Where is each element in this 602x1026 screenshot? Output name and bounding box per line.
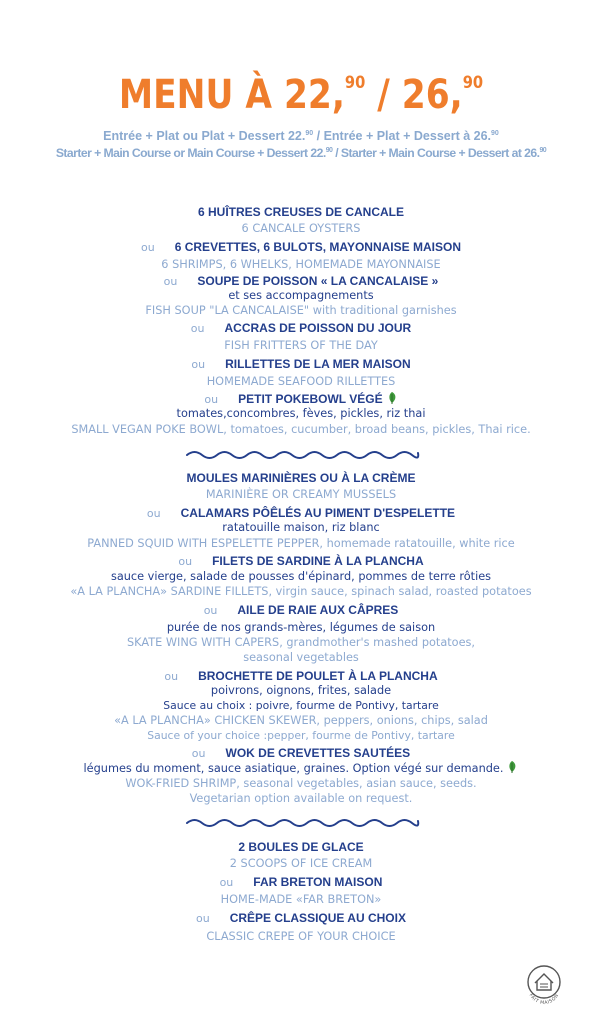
dish-squid: ou CALAMARS PÔÊLÉS AU PIMENT D'ESPELETTE xyxy=(146,506,456,520)
dish-sardine-en: «A LA PLANCHA» SARDINE FILLETS, virgin sauce, spinach salad, roasted potatoes xyxy=(70,585,532,598)
dish-rillettes: ou RILLETTES DE LA MER MAISON xyxy=(191,357,411,371)
or-label: ou xyxy=(164,670,179,683)
dish-poke-fr: tomates,concombres, fèves, pickles, riz thai xyxy=(176,407,426,420)
dish-chicken: ou BROCHETTE DE POULET À LA PLANCHA xyxy=(164,669,438,683)
dish-mussels-en: MARINIÈRE OR CREAMY MUSSELS xyxy=(205,488,397,501)
wave-divider xyxy=(185,816,420,830)
or-label: ou xyxy=(141,241,155,254)
dish-crepe-en: CLASSIC CREPE OF YOUR CHOICE xyxy=(206,930,396,943)
dish-wok-fr: légumes du moment, sauce asiatique, graines. Option végé sur demande. xyxy=(0,760,602,777)
dish-accras-en: FISH FRITTERS OF THE DAY xyxy=(224,339,378,352)
dish-chicken-fr: poivrons, oignons, frites, salade xyxy=(210,684,392,697)
dish-wok-en: WOK-FRIED SHRIMP, seasonal vegetables, asian sauce, seeds. xyxy=(125,777,477,790)
dish-sardine-fr: sauce vierge, salade de pousses d'épinard, pommes de terre rôties xyxy=(110,570,492,583)
svg-text:FAIT MAISON: FAIT MAISON xyxy=(527,993,561,1006)
dish-squid-fr: ratatouille maison, riz blanc xyxy=(222,521,380,534)
dish-soup: ou SOUPE DE POISSON « LA CANCALAISE » xyxy=(163,274,439,288)
or-label: ou xyxy=(191,747,206,760)
dish-oysters-en: 6 CANCALE OYSTERS xyxy=(241,222,361,235)
dish-wok-en-2: Vegetarian option available on request. xyxy=(189,792,413,805)
formula-en: Starter + Main Course or Main Course + Dessert 22.90 / Starter + Main Course + Dessert at 26.90 xyxy=(55,146,547,160)
menu-title: MENU À 22,90 / 26,90 xyxy=(118,72,484,118)
leaf-icon xyxy=(506,760,518,774)
or-label: ou xyxy=(219,876,234,889)
dish-shrimps: ou 6 CREVETTES, 6 BULOTS, MAYONNAISE MAISON xyxy=(141,240,461,254)
dish-skate: ou AILE DE RAIE AUX CÂPRES xyxy=(203,603,399,617)
dish-chicken-sauce-en: Sauce of your choice :pepper, fourme de Pontivy, tartare xyxy=(147,729,455,742)
dish-oysters: 6 HUÎTRES CREUSES DE CANCALE xyxy=(197,205,405,219)
or-label: ou xyxy=(190,322,205,335)
formula-fr: Entrée + Plat ou Plat + Dessert 22.90 / Entrée + Plat + Dessert à 26.90 xyxy=(103,129,499,143)
dish-chicken-sauce: Sauce au choix : poivre, fourme de Pontivy, tartare xyxy=(163,699,439,712)
or-label: ou xyxy=(196,912,210,925)
dish-wok: ou WOK DE CREVETTES SAUTÉES xyxy=(191,746,411,760)
or-label: ou xyxy=(178,555,193,568)
dish-mussels: MOULES MARINIÈRES OU À LA CRÈME xyxy=(186,471,416,485)
or-label: ou xyxy=(204,393,219,406)
dish-sardine: ou FILETS DE SARDINE À LA PLANCHA xyxy=(178,554,424,568)
dish-skate-en: SKATE WING WITH CAPERS, grandmother's mashed potatoes, xyxy=(126,636,476,649)
dish-ice-cream-en: 2 SCOOPS OF ICE CREAM xyxy=(229,857,373,870)
dish-soup-en: FISH SOUP "LA CANCALAISE" with traditional garnishes xyxy=(145,304,457,317)
dish-squid-en: PANNED SQUID WITH ESPELETTE PEPPER, homemade ratatouille, white rice xyxy=(87,537,515,550)
dish-shrimps-en: 6 SHRIMPS, 6 WHELKS, HOMEMADE MAYONNAISE xyxy=(161,258,441,271)
or-label: ou xyxy=(163,275,178,288)
dish-far-breton: ou FAR BRETON MAISON xyxy=(219,875,383,889)
dish-poke: ou PETIT POKEBOWL VÉGÉ xyxy=(0,391,602,408)
dish-crepe: ou CRÊPE CLASSIQUE AU CHOIX xyxy=(196,911,406,925)
dish-chicken-en: «A LA PLANCHA» CHICKEN SKEWER, peppers, onions, chips, salad xyxy=(114,714,488,727)
dish-rillettes-en: HOMEMADE SEAFOOD RILLETTES xyxy=(206,375,396,388)
or-label: ou xyxy=(203,604,218,617)
dish-ice-cream: 2 BOULES DE GLACE xyxy=(238,840,364,854)
dish-skate-fr: purée de nos grands-mères, légumes de saison xyxy=(166,621,436,634)
dish-accras: ou ACCRAS DE POISSON DU JOUR xyxy=(190,321,412,335)
leaf-icon xyxy=(386,391,398,405)
house-stamp-icon xyxy=(522,962,566,1006)
dish-poke-en: SMALL VEGAN POKE BOWL, tomatoes, cucumber, broad beans, pickles, Thai rice. xyxy=(71,423,531,436)
dish-soup-fr: et ses accompagnements xyxy=(228,289,374,302)
dish-far-breton-en: HOME-MADE «FAR BRETON» xyxy=(220,893,382,906)
or-label: ou xyxy=(146,507,161,520)
or-label: ou xyxy=(191,358,206,371)
wave-divider xyxy=(185,448,420,462)
dish-skate-en-2: seasonal vegetables xyxy=(243,651,359,664)
